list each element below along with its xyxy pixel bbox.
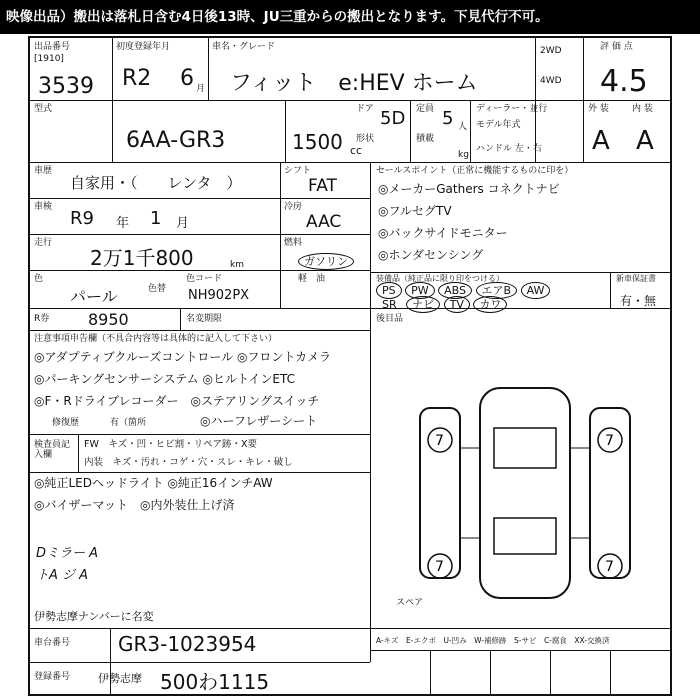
equip-ps: PS xyxy=(376,282,402,299)
model-code-value: 6AA-GR3 xyxy=(126,128,226,153)
equip-abs: ABS xyxy=(438,282,472,299)
shift-value: FAT xyxy=(308,176,337,196)
km-unit: km xyxy=(230,260,244,270)
note-line: ◎パーキングセンサーシステム ◎ヒルトインETC xyxy=(34,372,295,386)
note-line: ◎ハーフレザーシート xyxy=(200,414,318,428)
lot-no-label: 出品番号 xyxy=(34,42,71,52)
warranty-label: 新車保証書 xyxy=(616,274,656,283)
note-line: ◎アダプティブクルーズコントロール ◎フロントカメラ xyxy=(34,350,332,364)
recycle-value: 8950 xyxy=(88,310,129,329)
score-label: 評 価 点 xyxy=(600,42,633,52)
damage-legend: A-キズ E-エクボ U-凹み W-補修跡 S-サビ C-腐食 XX-交換済 xyxy=(376,636,610,645)
damage-mark-label: 7 xyxy=(605,433,614,449)
year-unit: 年 xyxy=(116,216,130,231)
auction-banner: 映像出品）搬出は落札日含む4日後13時、JU三重からの搬出となります。下見代行不可。 xyxy=(0,0,700,34)
ac-value: AAC xyxy=(306,212,342,232)
first-reg-label: 初度登録年月 xyxy=(116,42,171,52)
usage-label: 車歴 xyxy=(34,166,53,176)
persons-unit: 人 xyxy=(458,122,468,132)
inspection-year: R9 xyxy=(70,208,94,229)
color-code-value: NH902PX xyxy=(188,288,250,303)
extra-note: ◎純正LEDヘッドライト ◎純正16インチAW xyxy=(34,476,273,490)
equipment-list-2 xyxy=(376,296,608,313)
exterior-grade: A xyxy=(592,126,610,156)
drive-2wd: 2WD xyxy=(540,46,562,56)
car-damage-diagram xyxy=(410,368,640,618)
equip-aw: AW xyxy=(521,282,551,299)
sales-point-item: ◎メーカーGathers コネクトナビ xyxy=(378,182,560,196)
chassis-no-label: 車台番号 xyxy=(34,638,71,648)
month-unit-2: 月 xyxy=(176,216,190,231)
inspection-month: 1 xyxy=(150,208,162,229)
repair-value: 有（箇所 xyxy=(110,418,147,428)
lot-no-sub: [1910] xyxy=(34,54,64,64)
plate-prefix: 伊勢志摩 xyxy=(98,672,142,685)
equip-navi: ナビ xyxy=(406,296,440,313)
inspector-label: 検査員記入欄 xyxy=(34,440,71,460)
doors-value: 5D xyxy=(380,108,406,129)
cc-unit: cc xyxy=(350,144,363,157)
equipment-label: 装備品（純正品に限り印をつける） xyxy=(376,274,504,283)
exterior-label: 外 装 xyxy=(588,104,609,114)
plate-no-label: 登録番号 xyxy=(34,672,71,682)
equip-sr: SR xyxy=(382,298,397,311)
inspection-row: FW キズ・凹・ヒビ割・リペア跡・X要 xyxy=(84,439,257,450)
chassis-no-value: GR3-1023954 xyxy=(118,632,257,656)
margin-note: Dミラー A xyxy=(36,546,99,561)
model-grade-label: 車名・グレード xyxy=(212,42,276,52)
equip-airbag: エアB xyxy=(476,282,518,299)
recycle-label: R券 xyxy=(34,314,50,324)
interior-grade: A xyxy=(636,126,654,156)
auction-sheet xyxy=(28,36,672,696)
ac-label: 冷房 xyxy=(284,202,303,212)
load-label: 積載 xyxy=(416,134,435,144)
color-change-label: 色替 xyxy=(148,284,167,294)
capacity-value: 5 xyxy=(442,108,454,129)
notes-label: 注意事項申告欄（不具合内容等は具体的に記入して下さい） xyxy=(34,334,278,344)
shift-label: シフト xyxy=(284,166,312,176)
car-name: フィット e:HEV ホーム xyxy=(230,71,478,96)
reg-month: 6 xyxy=(180,66,194,91)
damage-mark-label: 7 xyxy=(605,559,614,575)
diesel-label: 軽 油 xyxy=(298,274,326,284)
rename-note: 伊勢志摩ナンバーに名変 xyxy=(34,610,154,623)
damage-mark-label: 7 xyxy=(435,433,444,449)
fuel-value: ガソリン xyxy=(298,250,354,270)
car-body-outline xyxy=(480,388,570,598)
color-code-label: 色コード xyxy=(186,274,223,284)
lot-no-value: 3539 xyxy=(38,74,94,99)
fuel-label: 燃料 xyxy=(284,238,303,248)
month-unit: 月 xyxy=(196,84,206,94)
spare-label: スペア xyxy=(396,598,424,608)
doors-label: ドア xyxy=(356,104,374,114)
inspection-label: 車検 xyxy=(34,202,53,212)
sales-point-item: ◎ホンダセンシング xyxy=(378,248,484,262)
color-label: 色 xyxy=(34,274,44,284)
displacement-value: 1500 xyxy=(292,130,343,154)
repair-label: 修復歴 xyxy=(52,418,80,428)
damage-mark-label: 7 xyxy=(435,559,444,575)
handle-label: ハンドル 左・右 xyxy=(476,144,542,154)
car-windshield xyxy=(494,428,556,468)
dealer-label: ディーラー・並行 xyxy=(476,104,548,114)
car-rear-window xyxy=(494,518,556,554)
sales-point-item: ◎バックサイドモニター xyxy=(378,226,508,240)
era-value: R2 xyxy=(122,66,152,91)
extra-note: ◎バイザーマット ◎内外装仕上げ済 xyxy=(34,498,235,512)
model-year-label: モデル年式 xyxy=(476,120,521,130)
note-line: ◎F・Rドライブレコーダー ◎ステアリングスイッチ xyxy=(34,394,320,408)
color-value: パール xyxy=(70,287,118,306)
equip-pw: PW xyxy=(405,282,435,299)
warranty-value: 有・無 xyxy=(620,294,657,308)
model-code-label: 型式 xyxy=(34,104,53,114)
equip-leather: カワ xyxy=(473,296,507,313)
sales-point-item: ◎フルセグTV xyxy=(378,204,452,218)
plate-no-value: 500わ1115 xyxy=(160,670,270,694)
drive-4wd: 4WD xyxy=(540,76,562,86)
equip-tv: TV xyxy=(444,296,470,313)
shape-label: 形状 xyxy=(356,134,375,144)
mileage-value: 2万1千800 xyxy=(90,246,194,270)
score-value: 4.5 xyxy=(600,64,648,99)
margin-note: トA ジ A xyxy=(36,568,89,583)
name-change-label: 名変期限 xyxy=(186,314,223,324)
remarks-label: 後目品 xyxy=(376,314,404,324)
kg-unit: kg xyxy=(458,150,469,160)
inspection-row: 内装 キズ・汚れ・コゲ・穴・スレ・キレ・破し xyxy=(84,457,293,468)
sales-points-label: セールスポイント（正常に機能するものに印を） xyxy=(376,166,574,176)
mileage-label: 走行 xyxy=(34,238,53,248)
interior-label: 内 装 xyxy=(632,104,653,114)
capacity-label: 定員 xyxy=(416,104,435,114)
usage-value: 自家用・（ レンタ ） xyxy=(70,174,242,192)
